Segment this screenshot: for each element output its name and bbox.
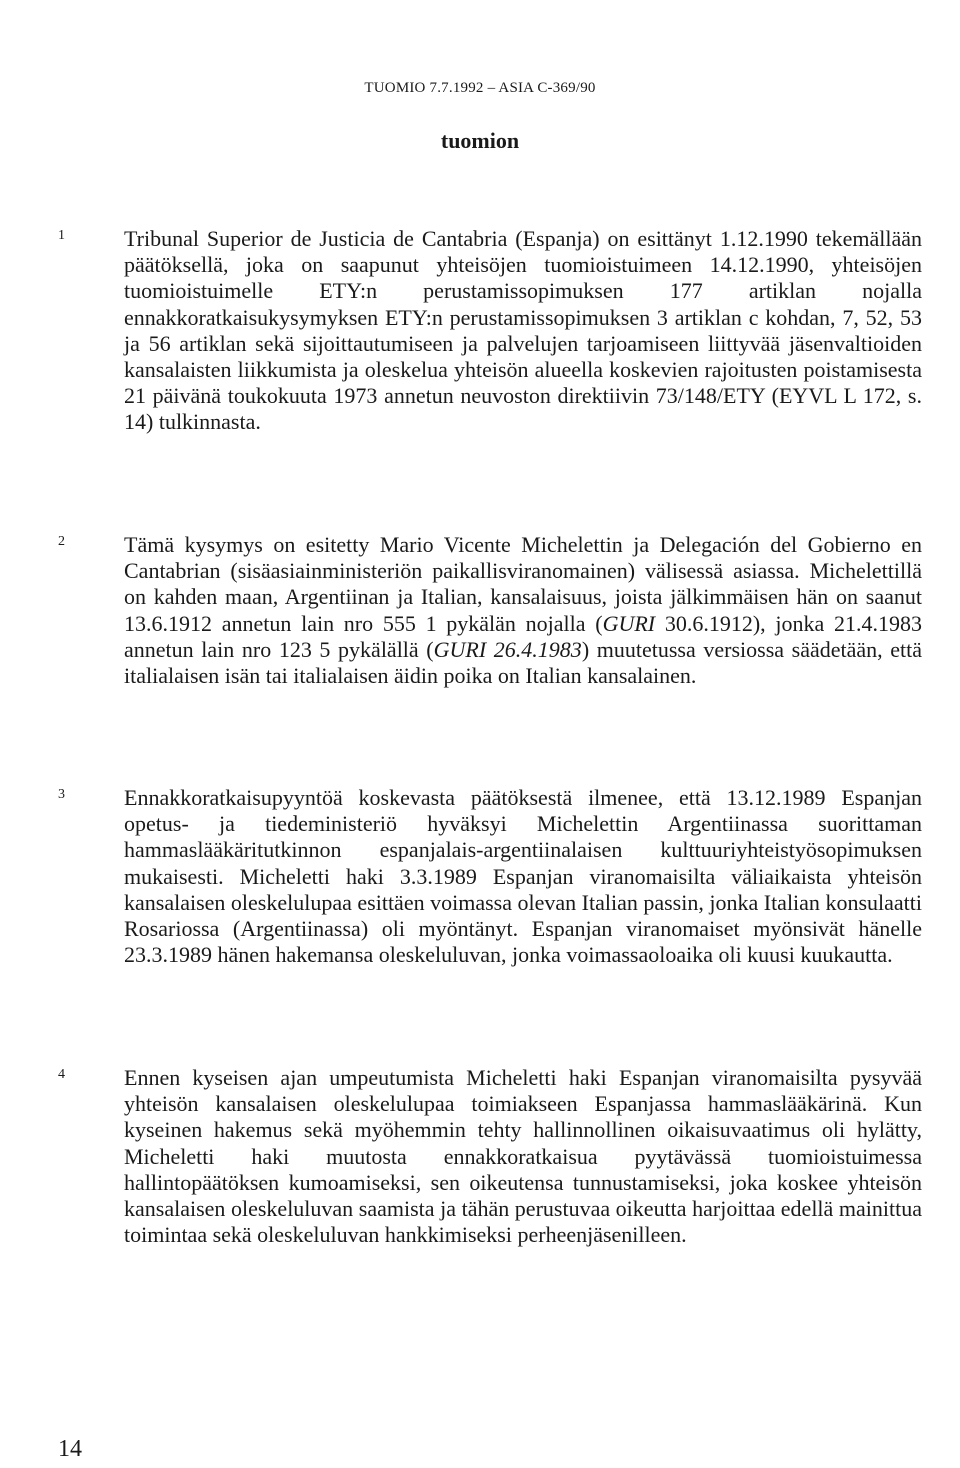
paragraph-text <box>124 532 922 689</box>
paragraph-number: 2 <box>58 534 65 549</box>
text-segment: ) muutetussa versiossa säädetään, että italialaisen isän tai italialaisen äidin poika on Italian kansalainen. <box>124 636 923 689</box>
section-heading: tuomion <box>440 128 520 153</box>
paragraph-number: 1 <box>58 228 65 243</box>
running-header: TUOMIO 7.7.1992 – ASIA C-369/90 <box>364 80 596 96</box>
paragraph-number: 4 <box>58 1067 65 1082</box>
text-segment: Tämä kysymys on esitetty Mario Vicente Michelettin ja Delegación del Gobierno en Cantabrian (sisäasiainministeriön paikallisviranomainen) välisessä asiassa. Michelettillä on kahden maan, Argentiinan ja Italian, kansalaisuus, joista jälkimmäisen hän on saanut 13.6.1912 annetun lain nro 555 1 pykälän nojalla ( <box>124 532 922 636</box>
text-segment: 30.6.1912), jonka 21.4.1983 annetun lain nro 123 5 pykälällä ( <box>124 610 922 662</box>
paragraph-text: Ennen kyseisen ajan umpeutumista Micheletti haki Espanjan viranomaisilta pysyvää yhteisön kansalaisen oleskelulupaa toimiakseen Espanjassa hammaslääkärinä. Kun kyseinen hakemus sekä myöhemmin tehty hallinnollinen oikaisuvaatimus oli hylätty, Micheletti haki muutosta ennakkoratkaisua pyytävässä tuomioistuimessa hallintopäätöksen kumoamiseksi, sen oikeutensa tunnustamiseksi, joka koskee yhteisön kansalaisen oleskeluluvan saamista ja tähän perustuvaa oikeutta harjoittaa edellä mainittua toimintaa sekä oleskeluluvan hankkimiseksi perheenjäsenilleen. <box>124 1065 922 1248</box>
paragraph-number: 3 <box>58 787 65 802</box>
journal-reference: GURI 26.4.1983 <box>433 636 582 662</box>
paragraph-text: Tribunal Superior de Justicia de Cantabria (Espanja) on esittänyt 1.12.1990 tekemällään päätöksellä, joka on saapunut yhteisöjen tuomioistuimeen 14.12.1990, yhteisöjen tuomioistuimelle ETY:n perustamissopimuksen 177 artiklan nojalla ennakkoratkaisukysymyksen ETY:n perustamissopimuksen 3 artiklan c kohdan, 7, 52, 53 ja 56 artiklan sekä sijoittautumiseen ja palvelujen tarjoamiseen liittyvää jäsenvaltioiden kansalaisten liikkumista ja oleskelua yhteisön alueella koskevien rajoitusten poistamisesta 21 päivänä toukokuuta 1973 annetun neuvoston direktiivin 73/148/ETY (EYVL L 172, s. 14) tulkinnasta. <box>124 226 922 435</box>
page-number: 14 <box>58 1436 82 1462</box>
paragraph-text: Ennakkoratkaisupyyntöä koskevasta päätöksestä ilmenee, että 13.12.1989 Espanjan opetus- ja tiedeministeriö hyväksyi Michelettin Argentiinassa suorittaman hammaslääkäritutkinnon espanjalais-argentiinalaisen kulttuuriyhteistyösopimuksen mukaisesti. Micheletti haki 3.3.1989 Espanjan viranomaisilta väliaikaista yhteisön kansalaisen oleskelulupaa esittäen voimassa olevan Italian passin, jonka Italian konsulaatti Rosariossa (Argentiinassa) oli myöntänyt. Espanjan viranomaiset myönsivät hänelle 23.3.1989 hänen hakemansa oleskeluluvan, jonka voimassaoloaika oli kuusi kuukautta. <box>124 785 922 968</box>
journal-reference: GURI <box>602 610 656 636</box>
